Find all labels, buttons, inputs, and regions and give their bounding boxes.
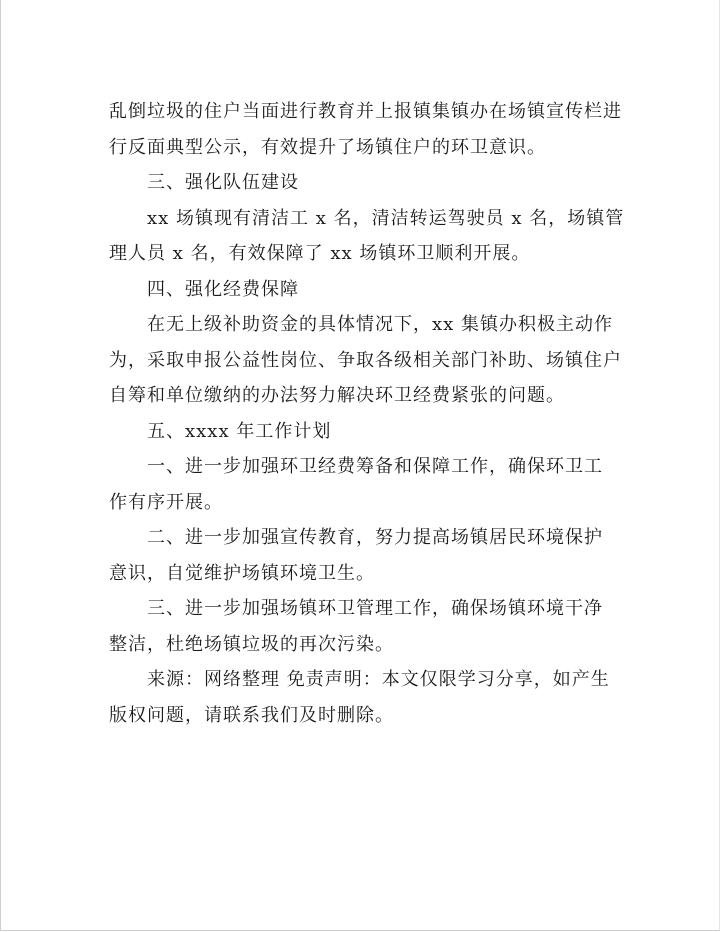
text-line: 作有序开展。 xyxy=(109,491,223,513)
paragraph-plan-item-1 xyxy=(109,449,617,520)
text-line: 自筹和单位缴纳的办法努力解决环卫经费紧张的问题。 xyxy=(109,385,565,406)
text-line: 一、进一步加强环卫经费筹备和保障工作，确保环卫工 xyxy=(147,456,603,477)
text-line: 意识，自觉维护场镇环境卫生。 xyxy=(109,562,375,584)
text-line: 五、xxxx 年工作计划 xyxy=(147,420,332,442)
heading-work-plan xyxy=(109,414,617,450)
text-line: 三、强化队伍建设 xyxy=(147,172,299,193)
text-line: 二、进一步加强宣传教育，努力提高场镇居民环境保护 xyxy=(147,527,603,548)
text-line: xx 场镇现有清洁工 x 名，清洁转运驾驶员 x 名，场镇管 xyxy=(147,207,625,229)
paragraph-plan-item-2 xyxy=(109,520,617,591)
paragraph-disclaimer xyxy=(109,662,617,733)
document-body xyxy=(109,94,625,733)
heading-funding xyxy=(109,272,617,308)
paragraph-funding xyxy=(109,307,622,414)
paragraph-staffing xyxy=(109,201,625,272)
text-line: 乱倒垃圾的住户当面进行教育并上报镇集镇办在场镇宣传栏进 xyxy=(109,101,622,122)
text-line: 为，采取申报公益性岗位、争取各级相关部门补助、场镇住户 xyxy=(109,349,622,371)
paragraph-sanitation-education xyxy=(109,94,622,165)
text-line: 四、强化经费保障 xyxy=(147,278,299,300)
paragraph-plan-item-3 xyxy=(109,591,617,662)
text-line: 整洁，杜绝场镇垃圾的再次污染。 xyxy=(109,633,394,655)
heading-team-building xyxy=(109,165,617,201)
text-line: 三、进一步加强场镇环卫管理工作，确保场镇环境干净 xyxy=(147,598,603,619)
text-line: 行反面典型公示，有效提升了场镇住户的环卫意识。 xyxy=(109,136,546,158)
text-line: 理人员 x 名，有效保障了 xx 场镇环卫顺利开展。 xyxy=(109,243,531,264)
text-line: 来源：网络整理 免责声明：本文仅限学习分享，如产生 xyxy=(147,669,610,690)
text-line: 版权问题，请联系我们及时删除。 xyxy=(109,704,394,726)
text-line: 在无上级补助资金的具体情况下，xx 集镇办积极主动作 xyxy=(147,314,614,335)
